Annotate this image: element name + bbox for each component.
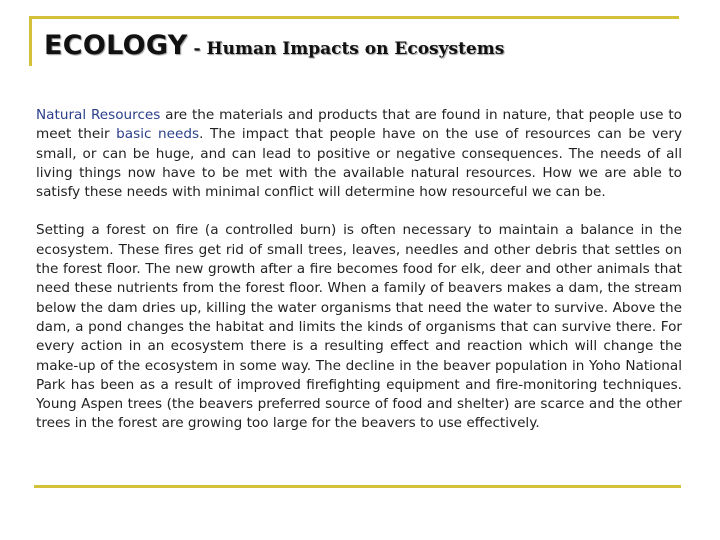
term-basic-needs: basic needs: [116, 126, 200, 143]
paragraph1-text1: are the materials and products that are found in nature, that people use to meet their: [36, 107, 682, 143]
paragraph-controlled-burn: Setting a forest on fire (a controlled burn) is often necessary to maintain a balance in the ecosystem. These fires get rid of small trees, leaves, needles and other debris that settles on the forest floor. The new growth after a fire becomes food for elk, deer and other animals that need these nutrients from the forest floor. When a family of beavers makes a dam, the stream below the dam dries up, killing the water organisms that need the water to survive. Above the dam, a pond changes the habitat and limits the kinds of organisms that can survive there. For every action in an ecosystem there is a resulting effect and reaction which will change the make-up of the ecosystem in some way. The decline in the beaver population in Yoho National Park has been as a result of improved firefighting equipment and fire-monitoring techniques. Young Aspen trees (the beavers preferred source of food and shelter) are scarce and the other trees in the forest are growing too large for the beavers to use effectively.: [36, 222, 682, 432]
body-text: [36, 106, 682, 434]
paragraph1-text2: . The impact that people have on the use of resources can be very small, or can be huge, and can lead to positive or negative consequences. The needs of all living things now have to be met with the available natural resources. How we are able to satisfy these needs with minimal conflict will determine how resourceful we can be.: [36, 126, 682, 201]
title-separator: -: [187, 39, 207, 59]
term-natural-resources: Natural Resources: [36, 107, 161, 123]
slide-title: [44, 30, 504, 61]
bottom-rule: [34, 485, 681, 488]
title-top-rule: [29, 16, 679, 19]
title-main: ECOLOGY: [44, 30, 188, 61]
title-left-rule: [29, 16, 32, 66]
title-subtitle: Human Impacts on Ecosystems: [206, 39, 505, 59]
paragraph-natural-resources: [36, 106, 682, 202]
